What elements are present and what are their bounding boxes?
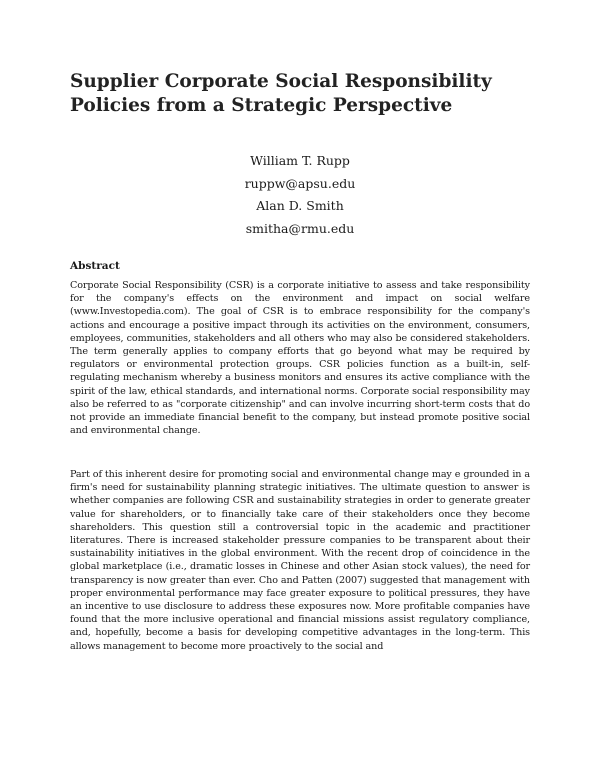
abstract-heading: Abstract (70, 260, 120, 272)
author-name: Alan D. Smith (256, 198, 344, 213)
abstract-paragraph: Corporate Social Responsibility (CSR) is a corporate initiative to assess and take responsibility for the company's effects on the environment and impact on social welfare (www.Investopedia.com). The goal of CSR is to embrace responsibility for the company's actions and encourage a positive impact through its activities on the environment, consumers, employees, communities, stakeholders and all others who may also be considered stakeholders. The term generally applies to company efforts that go beyond what may be required by regulators or environmental protection groups. CSR policies function as a built-in, self-regulating mechanism whereby a business monitors and ensures its active compliance with the spirit of the law, ethical standards, and international norms. Corporate social responsibility may also be referred to as "corporate citizenship" and can involve incurring short-term costs that do not provide an immediate financial benefit to the company, but instead promote positive social and environmental change. (70, 280, 530, 437)
author-block (0, 150, 600, 240)
author-email: ruppw@apsu.edu (244, 175, 356, 191)
body-paragraph: Part of this inherent desire for promoting social and environmental change may e grounded in a firm's need for sustainability planning strategic initiatives. The ultimate question to answer is whether companies are following CSR and sustainability strategies in order to generate greater value for shareholders, or to financially take care of their stakeholders once they become shareholders. This question still a controversial topic in the academic and practitioner literatures. There is increased stakeholder pressure companies to be transparent about their sustainability initiatives in the global environment. With the recent drop of coincidence in the global marketplace (i.e., dramatic losses in Chinese and other Asian stock values), the need for transparency is now greater than ever. Cho and Patten (2007) suggested that management with proper environmental performance may face greater exposure to political pressures, they have an incentive to use disclosure to address these exposures now. More profitable companies have found that the more inclusive operational and financial missions assist regulatory compliance, and, hopefully, become a basis for developing competitive advantages in the long-term. This allows management to become more proactively to the social and (70, 469, 530, 652)
paper-title: Supplier Corporate Social Responsibility Policies from a Strategic Perspective (70, 71, 492, 116)
author-email: smitha@rmu.edu (245, 220, 355, 236)
author-name: William T. Rupp (250, 153, 350, 168)
